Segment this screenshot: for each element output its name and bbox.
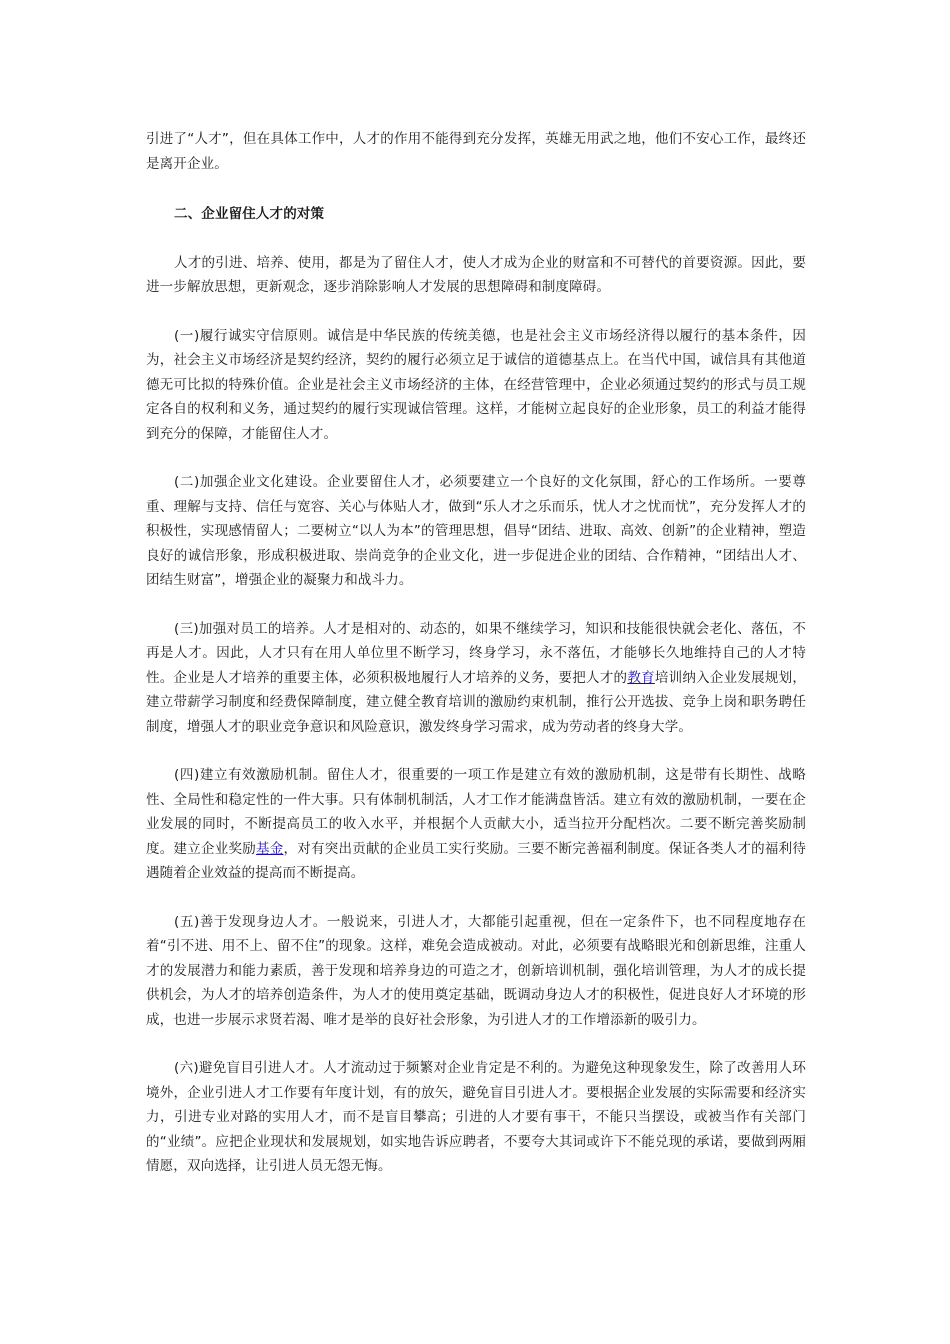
education-link[interactable]: 教育	[627, 669, 655, 686]
paragraph-incentive-text-start: (四)建立有效激励机制。留住人才，很重要的一项工作是建立有效的激励机制，这是带有长期性、战略性、全局性和稳定性的一件大事。只有体制机制活，人才工作才能满盘皆活。建立有效的激励机制，一要在企业发展的同时，不断提高员工的收入水平，并根据个人贡献大小，适当拉开分配档次。二要不断完善奖励制度。建立企业奖励	[146, 767, 806, 857]
fund-link[interactable]: 基金	[256, 840, 284, 857]
intro-paragraph: 引进了“人才”，但在具体工作中，人才的作用不能得到充分发挥，英雄无用武之地，他们不安心工作，最终还是离开企业。	[146, 131, 806, 172]
paragraph-training-text-start: (三)加强对员工的培养。人才是相对的、动态的，如果不继续学习，知识和技能很快就会老化、落伍，不再是人才。因此，人才只有在用人单位里不断学习，终身学习，永不落伍，才能够长久地维持自己的人才特性。企业是人才培养的重要主体，必须积极地履行人才培养的义务，要把人才的	[146, 620, 806, 686]
paragraph-incentive-text-end: ，对有突出贡献的企业员工实行奖励。三要不断完善福利制度。保证各类人才的福利待遇随着企业效益的提高而不断提高。	[146, 840, 806, 881]
document-body	[146, 127, 806, 1179]
paragraph-training-text-end: 培训纳入企业发展规划，建立带薪学习制度和经费保障制度，建立健全教育培训的激励约束机制，推行公开选拔、竞争上岗和职务聘任制度，增强人才的职业竞争意识和风险意识，激发终身学习需求，成为劳动者的终身大学。	[146, 669, 806, 735]
paragraph-integrity: (一)履行诚实守信原则。诚信是中华民族的传统美德，也是社会主义市场经济得以履行的基本条件，因为，社会主义市场经济是契约经济，契约的履行必须立足于诚信的道德基点上。在当代中国，诚信具有其他道德无可比拟的特殊价值。企业是社会主义市场经济的主体，在经营管理中，企业必须通过契约的形式与员工规定各自的权利和义务，通过契约的履行实现诚信管理。这样，才能树立起良好的企业形象，员工的利益才能得到充分的保障，才能留住人才。	[146, 327, 806, 442]
paragraph-training	[146, 617, 806, 740]
section-intro-paragraph: 人才的引进、培养、使用，都是为了留住人才，使人才成为企业的财富和不可替代的首要资源。因此，要进一步解放思想，更新观念，逐步消除影响人才发展的思想障碍和制度障碍。	[146, 254, 806, 295]
section-heading: 二、企业留住人才的对策	[174, 206, 325, 222]
paragraph-discover-talent: (五)善于发现身边人才。一般说来，引进人才，大都能引起重视，但在一定条件下，也不同程度地存在着“引不进、用不上、留不住”的现象。这样，难免会造成被动。对此，必须要有战略眼光和创新思维，注重人才的发展潜力和能力素质，善于发现和培养身边的可造之才，创新培训机制，强化培训管理，为人才的成长提供机会，为人才的培养创造条件，为人才的使用奠定基础，既调动身边人才的积极性，促进良好人才环境的形成，也进一步展示求贤若渴、唯才是举的良好社会形象，为引进人才的工作增添新的吸引力。	[146, 913, 806, 1028]
paragraph-avoid-blind-hiring: (六)避免盲目引进人才。人才流动过于频繁对企业肯定是不利的。为避免这种现象发生，除了改善用人环境外，企业引进人才工作要有年度计划，有的放矢，避免盲目引进人才。要根据企业发展的实际需要和经济实力，引进专业对路的实用人才，而不是盲目攀高；引进的人才要有事干，不能只当摆设，或被当作有关部门的“业绩”。应把企业现状和发展规划，如实地告诉应聘者，不要夸大其词或许下不能兑现的承诺，要做到两厢情愿，双向选择，让引进人员无怨无悔。	[146, 1060, 806, 1174]
paragraph-culture: (二)加强企业文化建设。企业要留住人才，必须要建立一个良好的文化氛围，舒心的工作场所。一要尊重、理解与支持、信任与宽容、关心与体贴人才，做到“乐人才之乐而乐，忧人才之忧而忧”，充分发挥人才的积极性，实现感情留人；二要树立“以人为本”的管理思想，倡导“团结、进取、高效、创新”的企业精神，塑造良好的诚信形象，形成积极进取、崇尚竞争的企业文化，进一步促进企业的团结、合作精神，“团结出人才、团结生财富”，增强企业的凝聚力和战斗力。	[146, 474, 806, 588]
paragraph-incentive	[146, 763, 806, 886]
